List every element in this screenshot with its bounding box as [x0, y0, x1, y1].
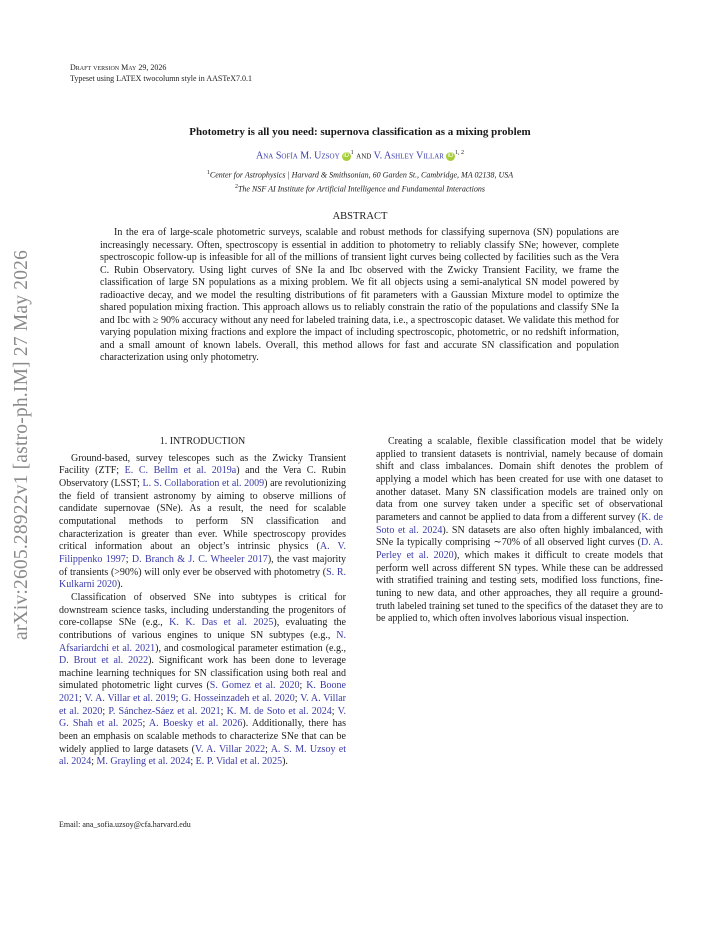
- citation-link[interactable]: D. Brout et al. 2022: [59, 655, 149, 667]
- email-footnote: Email: ana_sofia.uzsoy@cfa.harvard.edu: [59, 820, 191, 829]
- paragraph: [376, 436, 663, 626]
- paragraph-text: ), the vast majority of transients (>90%) will only ever be observed with photometry (: [59, 553, 346, 578]
- citation-link[interactable]: A. S. M. Uzsoy et al. 2024: [59, 743, 346, 768]
- draft-header: [70, 62, 252, 84]
- citation-link[interactable]: K. de Soto et al. 2024: [376, 511, 663, 536]
- paragraph-text: ), which makes it difficult to create models that perform well across different SN types. While these can be addressed with stratified training and testing sets, modified loss functions, fine-tuning to new data, and other approaches, they all require a ground-truth labeled training set tuned to the specifics of the dataset they are to be applied to, which often involves laborious visual inspection.: [376, 549, 663, 625]
- citation-link[interactable]: D. A. Perley et al. 2020: [376, 537, 663, 561]
- paragraph-text: ), and cosmological parameter estimation (e.g.,: [155, 642, 346, 654]
- citation-link[interactable]: A. Boesky et al. 2026: [148, 718, 243, 730]
- arxiv-identifier: arXiv:2605.28922v1 [astro-ph.IM] 27 May 2026: [11, 249, 32, 641]
- paragraph-text: Ground-based, survey telescopes such as the Zwicky Transient Facility (ZTF;: [59, 452, 346, 477]
- citation-link[interactable]: V. A. Villar et al. 2019: [84, 693, 176, 705]
- abstract-heading: ABSTRACT: [332, 211, 388, 222]
- author-name: Ana Sofía M. Uzsoy: [256, 150, 340, 162]
- paragraph-text: ;: [265, 743, 271, 755]
- paper-title: Photometry is all you need: supernova classification as a mixing problem: [189, 126, 531, 138]
- citation-link[interactable]: A. V. Filippenko 1997: [59, 541, 346, 565]
- paragraph-text: ) are revolutionizing the field of transient astronomy by aiming to observe millions of candidate supernovae (SNe). As a result, the need for scalable computational methods to perform SN classification and characterization is greater than ever. While spectroscopy provides critical information about an object’s intrinsic physics (: [59, 477, 347, 553]
- paragraph-text: ). SN datasets are also often highly imbalanced, with SNe Ia typically comprising ∼70% of all observed light curves (: [376, 524, 663, 549]
- left-column: [59, 436, 346, 769]
- citation-link[interactable]: L. S. Collaboration et al. 2009: [142, 477, 265, 489]
- orcid-icon[interactable]: iD: [343, 153, 349, 160]
- citation-link[interactable]: G. Hosseinzadeh et al. 2020: [181, 693, 295, 705]
- affiliation-mark: 2: [234, 184, 238, 190]
- orcid-icon[interactable]: iD: [447, 153, 454, 160]
- author-conjunction: and: [356, 150, 372, 162]
- right-column: [376, 436, 663, 626]
- paragraph-text: ;: [91, 756, 97, 768]
- paragraph: [59, 592, 346, 769]
- abstract-text: In the era of large-scale photometric surveys, scalable and robust methods for classifying supernova (SN) populations are increasingly necessary. Often, spectroscopy is essential in addition to photometry to reliably classify SNe; however, complete spectroscopic follow-up is infeasible for all of the millions of transient light curves being collected by facilities such as the Vera C. Rubin Observatory. Using light curves of SNe Ia and Ibc observed with the Zwicky Transient Facility, we frame the classification of large SN populations as a mixing problem. We fit all objects using a semi-analytical SN model powered by radioactive decay, and we model the resulting distributions of fit parameters with a Gaussian Mixture model to optimize the shared population mixing fraction. This approach allows us to reliably constrain the ratio of the populations and classify SNe Ia and Ibc with ≥ 90% accuracy without any need for labeled training data, i.e., a spectroscopic dataset. We validate this method for varying population mixing fractions and explore the impact of including spectroscopic, photometric, or no redshift information, and a small amount of known labels. Overall, this method allows for fast and accurate SN classification and population characterization using only photometry.: [100, 227, 619, 363]
- affiliation-1: [70, 170, 650, 180]
- typeset-line: Typeset using LATEX twocolumn style in AASTeX7.0.1: [70, 74, 252, 83]
- paragraph-text: ;: [125, 553, 132, 565]
- paragraph-text: ). Significant work has been done to leverage machine learning techniques for SN classification using both real and simulated photometric light curves (: [59, 655, 346, 692]
- citation-link[interactable]: K. K. Das et al. 2025: [169, 617, 274, 629]
- citation-link[interactable]: M. Grayling et al. 2024: [96, 756, 191, 768]
- paragraph-text: ), evaluating the contributions of various engines to unique SN subtypes (e.g.,: [59, 617, 347, 641]
- draft-version: Draft version May 29, 2026: [70, 63, 167, 72]
- citation-link[interactable]: V. A. Villar et al. 2020: [59, 693, 346, 717]
- paragraph-text: Classification of observed SNe into subtypes is critical for downstream science tasks, including understanding the progenitors of core-collapse SNe (e.g.,: [59, 591, 346, 629]
- citation-link[interactable]: E. C. Bellm et al. 2019a: [124, 465, 237, 477]
- citation-link[interactable]: E. P. Vidal et al. 2025: [195, 756, 283, 768]
- author-name: V. Ashley Villar: [373, 150, 444, 162]
- paragraph-text: ).: [282, 756, 288, 768]
- affiliation-text: The NSF AI Institute for Artificial Intelligence and Fundamental Interactions: [237, 184, 485, 194]
- paragraph-text: ;: [190, 756, 196, 768]
- paragraph-text: ;: [79, 693, 85, 705]
- citation-link[interactable]: S. R. Kulkarni 2020: [59, 566, 347, 591]
- affiliation-mark: 1: [350, 150, 354, 156]
- paragraph-text: ;: [331, 705, 338, 717]
- paragraph-text: ).: [117, 579, 123, 591]
- affiliation-text: Center for Astrophysics | Harvard & Smithsonian, 60 Garden St., Cambridge, MA 02138, USA: [209, 170, 514, 180]
- paragraph-text: ). Additionally, there has been an emphasis on scalable methods to characterize SNe that can be widely applied to large datasets (: [59, 718, 347, 755]
- paragraph-text: ;: [142, 718, 149, 730]
- paragraph-text: ;: [220, 705, 227, 717]
- paragraph-text: ;: [299, 680, 307, 692]
- citation-link[interactable]: V. G. Shah et al. 2025: [59, 705, 346, 730]
- citation-link[interactable]: K. Boone 2021: [59, 680, 346, 705]
- paragraph-text: ;: [102, 705, 109, 717]
- paragraph-text: Creating a scalable, flexible classification model that be widely applied to transient datasets is nontrivial, namely because of domain shift and class imbalances. Domain shift denotes the problem of applying a model which has been created for use with one dataset to another dataset. Many SN classification models are trained only on data from one survey taken under a specific set of observational parameters and cannot be applied to data from a different survey (: [376, 436, 663, 523]
- affiliation-2: [70, 184, 650, 194]
- section-heading: 1. INTRODUCTION: [159, 436, 246, 447]
- citation-link[interactable]: P. Sánchez-Sáez et al. 2021: [108, 705, 221, 717]
- author-list: [70, 150, 650, 161]
- citation-link[interactable]: V. A. Villar 2022: [194, 743, 266, 755]
- citation-link[interactable]: N. Afsariardchi et al. 2021: [59, 629, 346, 654]
- citation-link[interactable]: D. Branch & J. C. Wheeler 2017: [131, 553, 268, 565]
- affiliation-mark: 1: [206, 170, 210, 176]
- paragraph-text: ;: [175, 693, 182, 705]
- citation-link[interactable]: K. M. de Soto et al. 2024: [226, 705, 332, 717]
- affiliation-mark: 1, 2: [454, 150, 464, 156]
- paragraph-text: ;: [294, 693, 301, 705]
- paragraph-text: ) and the Vera C. Rubin Observatory (LSST;: [59, 465, 346, 489]
- paragraph: [59, 453, 346, 592]
- citation-link[interactable]: S. Gomez et al. 2020: [209, 680, 300, 692]
